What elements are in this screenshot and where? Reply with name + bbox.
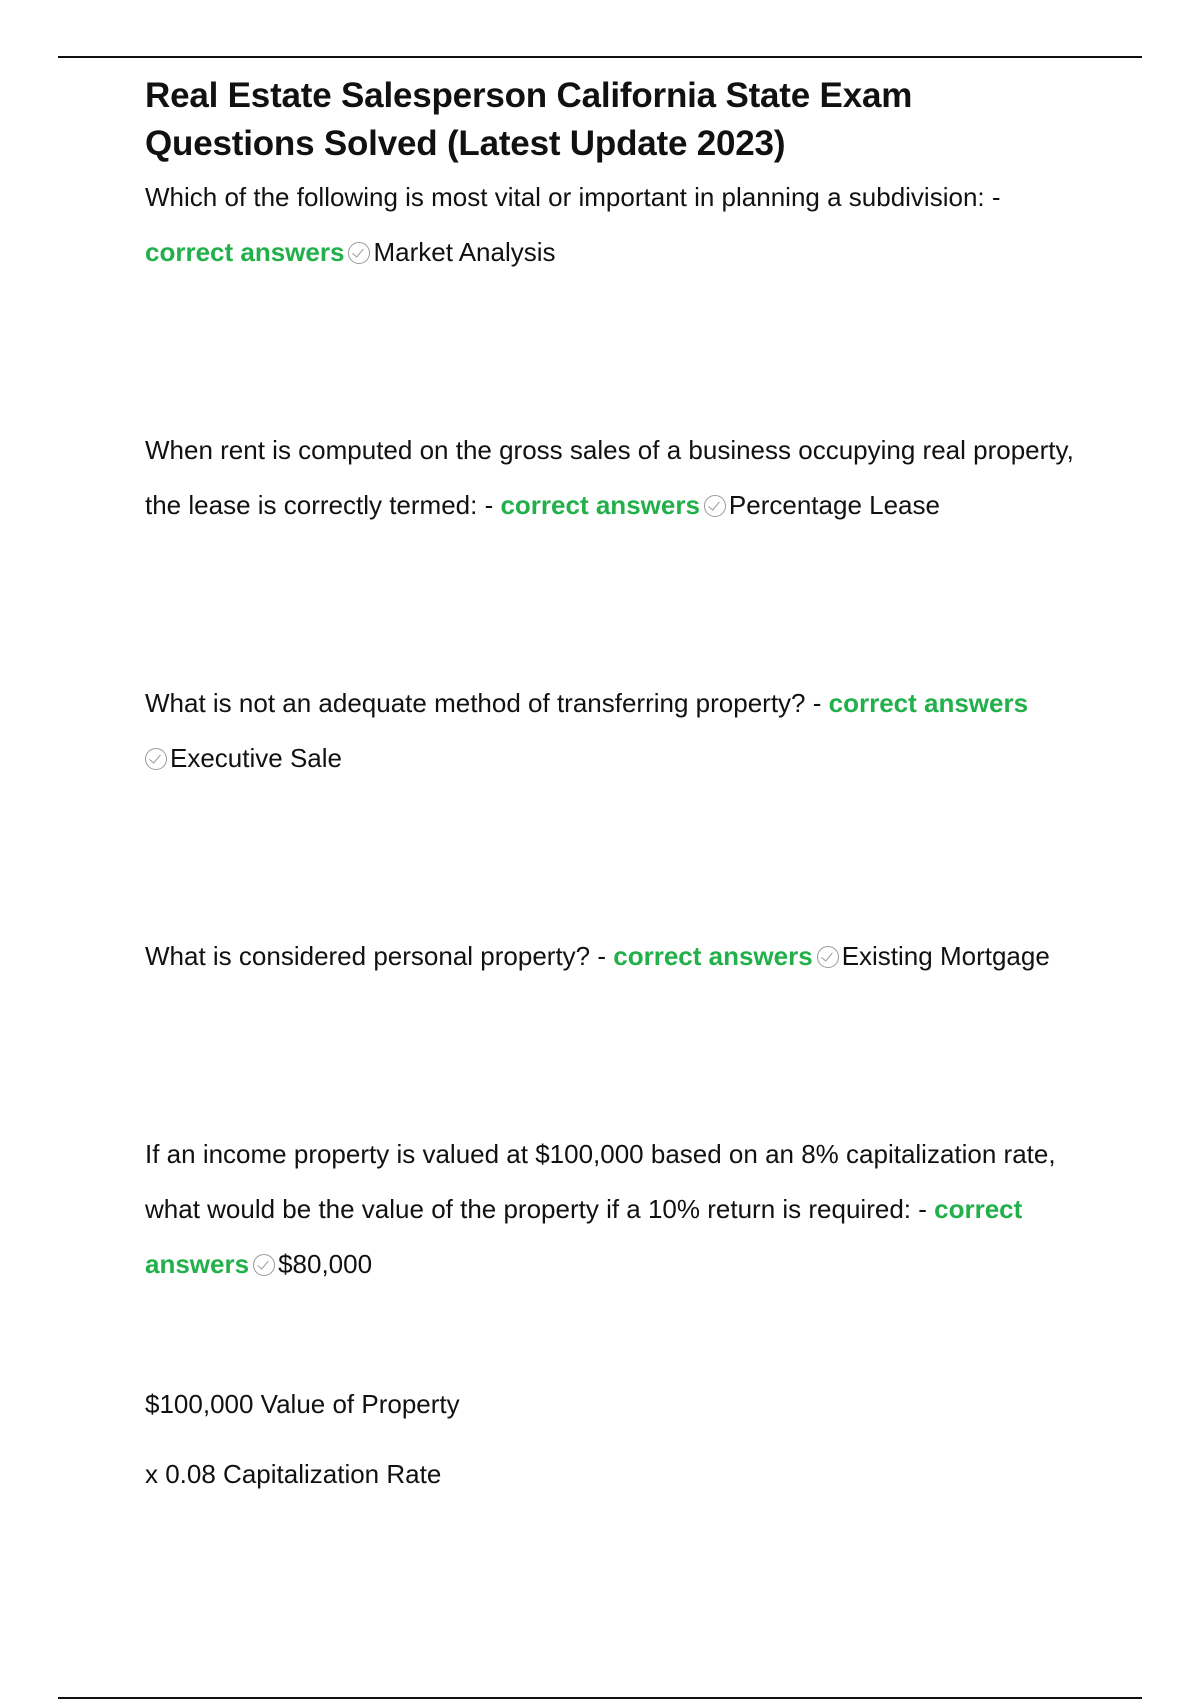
question-text: Which of the following is most vital or important in planning a subdivision: - — [145, 182, 1001, 212]
top-divider — [58, 56, 1142, 58]
question-text: What is considered personal property? - — [145, 941, 614, 971]
spacer — [145, 984, 1085, 1127]
spacer — [145, 280, 1085, 423]
correct-answers-label: correct answers — [145, 1194, 1023, 1279]
answer-text: Percentage Lease — [728, 490, 940, 520]
spacer — [145, 1420, 1085, 1458]
spacer — [145, 1292, 1085, 1388]
qa-item-4 — [145, 929, 1085, 984]
answer-text: Existing Mortgage — [841, 941, 1050, 971]
check-circle-icon — [348, 242, 370, 264]
correct-answers-label: correct answers — [145, 237, 345, 267]
document-content — [145, 72, 1085, 1490]
calculation-line-1: $100,000 Value of Property — [145, 1389, 460, 1419]
check-circle-icon — [817, 946, 839, 968]
qa-item-1 — [145, 170, 1085, 280]
qa-item-2 — [145, 423, 1085, 533]
correct-answers-label: correct answers — [828, 688, 1029, 718]
calculation-line-2: x 0.08 Capitalization Rate — [145, 1459, 442, 1489]
check-circle-icon — [704, 495, 726, 517]
answer-text: $80,000 — [278, 1249, 373, 1279]
check-circle-icon — [145, 748, 167, 770]
spacer — [145, 533, 1085, 676]
correct-answers-label: correct answers — [613, 941, 813, 971]
bottom-divider — [58, 1697, 1142, 1699]
answer-text: Market Analysis — [373, 237, 556, 267]
document-title: Real Estate Salesperson California State Exam Questions Solved (Latest Update 2023) — [145, 76, 913, 163]
check-circle-icon — [253, 1254, 275, 1276]
qa-item-5 — [145, 1127, 1085, 1292]
question-text: When rent is computed on the gross sales of a business occupying real property, the lease is correctly termed: - — [145, 435, 1074, 520]
spacer — [145, 786, 1085, 929]
question-text: What is not an adequate method of transferring property? - — [145, 688, 829, 718]
correct-answers-label: correct answers — [500, 490, 700, 520]
qa-item-3 — [145, 676, 1085, 786]
question-text: If an income property is valued at $100,000 based on an 8% capitalization rate, what would be the value of the property if a 10% return is required: - — [145, 1139, 1056, 1224]
answer-text: Executive Sale — [170, 743, 342, 773]
